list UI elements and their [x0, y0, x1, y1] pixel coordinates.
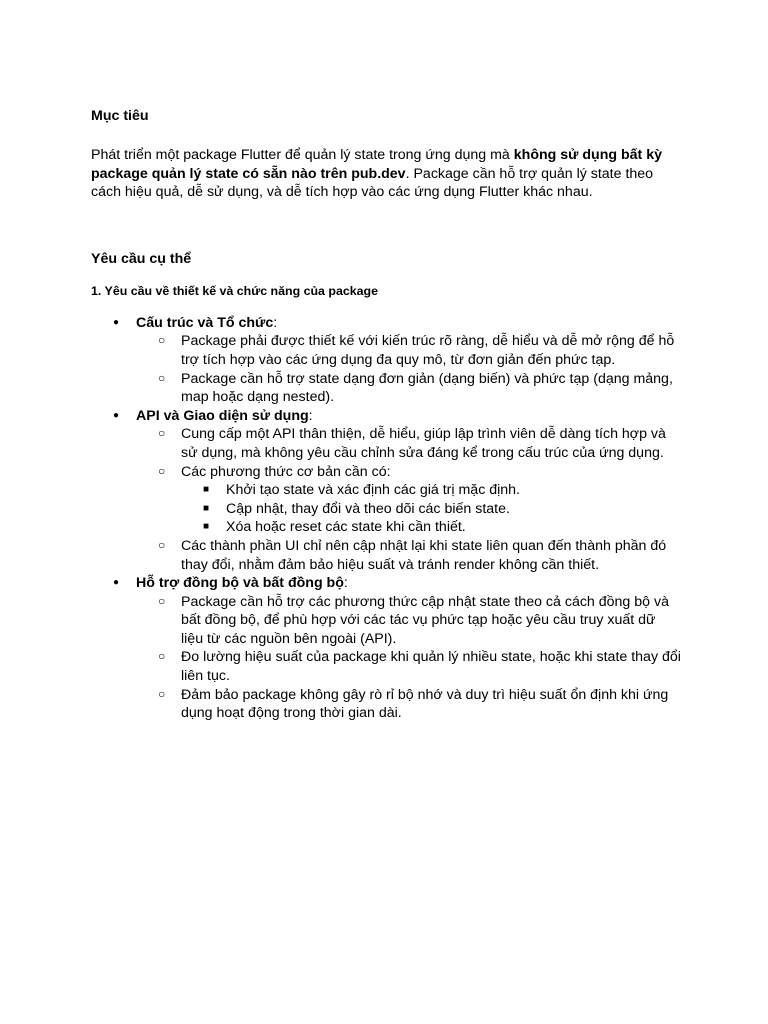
list-item-text: Xóa hoặc reset các state khi cần thiết. — [226, 519, 466, 536]
circle-bullet-icon: ○ — [158, 463, 166, 478]
list-item-api — [91, 407, 681, 574]
list-item — [136, 370, 681, 407]
list-item — [136, 463, 681, 537]
section-colon: : — [308, 407, 313, 424]
section-title: Hỗ trợ đồng bộ và bất đồng bộ — [136, 575, 344, 592]
list-item — [136, 648, 681, 685]
document-page — [91, 106, 681, 723]
list-item — [136, 537, 681, 574]
sublist — [136, 425, 681, 574]
list-item-text: Các thành phần UI chỉ nên cập nhật lại khi state liên quan đến thành phần đó thay đổi, nhằm đảm bảo hiệu suất và tránh render không cần thiết. — [181, 537, 667, 573]
list-item — [181, 481, 681, 500]
list-item-text: Đo lường hiệu suất của package khi quản lý nhiều state, hoặc khi state thay đổi liên tục. — [181, 649, 681, 685]
intro-text-end: . Package cần hỗ trợ quản lý state theo cách hiệu quả, dễ sử dụng, và dễ tích hợp vào các ứng dụng Flutter khác nhau. — [91, 165, 654, 201]
disc-bullet-icon: ● — [113, 316, 120, 328]
list-item-text: Khởi tạo state và xác định các giá trị mặc định. — [226, 482, 520, 499]
circle-bullet-icon: ○ — [158, 649, 166, 664]
list-item — [136, 332, 681, 369]
list-item-text: Cập nhật, thay đổi và theo dõi các biến state. — [226, 500, 510, 517]
square-bullet-icon: ■ — [203, 521, 210, 533]
sublist — [136, 332, 681, 406]
list-item-text: Package cần hỗ trợ các phương thức cập nhật state theo cả cách đồng bộ và bất đồng bộ, để phù hợp với các tác vụ phức tạp hoặc yêu cầu truy xuất dữ liệu từ các nguồn bên ngoài (API). — [181, 593, 669, 647]
list-item-text: Đảm bảo package không gây rò rỉ bộ nhớ và duy trì hiệu suất ổn định khi ứng dụng hoạt động trong thời gian dài. — [181, 686, 669, 722]
section-title: API và Giao diện sử dụng — [136, 407, 309, 424]
list-item — [181, 500, 681, 519]
square-bullet-icon: ■ — [203, 502, 210, 514]
list-item-sync-async — [91, 574, 681, 723]
requirements-list — [91, 314, 681, 723]
intro-paragraph — [91, 146, 681, 202]
list-item-text: Các phương thức cơ bản cần có: — [181, 463, 391, 480]
list-item-structure — [91, 314, 681, 407]
disc-bullet-icon: ● — [113, 409, 120, 421]
circle-bullet-icon: ○ — [158, 333, 166, 348]
requirements-heading: Yêu cầu cụ thể — [91, 250, 192, 267]
circle-bullet-icon: ○ — [158, 593, 166, 608]
intro-text-start: Phát triển một package Flutter để quản lý state trong ứng dụng mà — [91, 147, 514, 163]
list-item-text: Package cần hỗ trợ state dạng đơn giản (dạng biến) và phức tạp (dạng mảng, map hoặc dạng nested). — [181, 370, 673, 406]
intro-bold-text: không sử dụng bất kỳ package quản lý state có sẵn nào trên pub.dev — [91, 147, 662, 182]
circle-bullet-icon: ○ — [158, 537, 166, 552]
section-colon: : — [343, 575, 348, 592]
list-item — [136, 593, 681, 649]
square-bullet-icon: ■ — [203, 484, 210, 496]
goal-heading: Mục tiêu — [91, 108, 149, 124]
list-item-text: Cung cấp một API thân thiện, dễ hiểu, giúp lập trình viên dễ dàng tích hợp và sử dụng, mà không yêu cầu chỉnh sửa đáng kể trong cấu trúc của ứng dụng. — [181, 426, 666, 461]
disc-bullet-icon: ● — [113, 577, 120, 589]
circle-bullet-icon: ○ — [158, 426, 166, 441]
circle-bullet-icon: ○ — [158, 686, 166, 701]
list-item — [181, 518, 681, 537]
sublist — [136, 593, 681, 723]
section-colon: : — [273, 314, 278, 331]
design-subheading: 1. Yêu cầu về thiết kế và chức năng của package — [91, 283, 378, 298]
nested-sublist — [181, 481, 681, 537]
list-item — [136, 425, 681, 462]
circle-bullet-icon: ○ — [158, 370, 166, 385]
list-item — [136, 686, 681, 723]
list-item-text: Package phải được thiết kế với kiến trúc rõ ràng, dễ hiểu và dễ mở rộng để hỗ trợ tích hợp vào các ứng dụng đa quy mô, từ đơn giản đến phức tạp. — [181, 333, 675, 368]
section-title: Cấu trúc và Tổ chức — [136, 314, 274, 331]
